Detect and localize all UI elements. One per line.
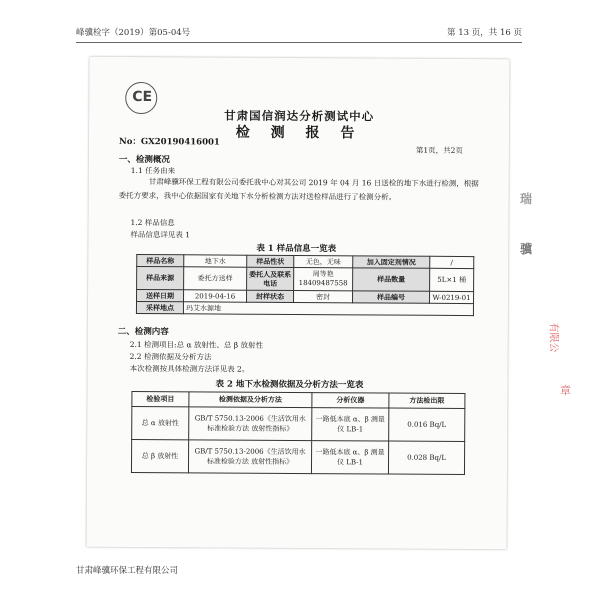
cell-value: 周等艳 18409487558 [294, 267, 353, 290]
section-1-2-text: 样品信息详见表 1 [130, 229, 191, 240]
section-1-heading: 一、检测概况 [118, 154, 170, 166]
cell-value: 2019-04-16 [184, 290, 247, 302]
cell-value: 5L×1 桶 [430, 268, 474, 291]
cell-label: 加入固定剂情况 [353, 256, 430, 268]
report-title: 检 测 报 告 [235, 124, 363, 142]
table-cell: GB/T 5750.13-2006《生活饮用水标准检验方法 放射性指标》 [189, 407, 312, 441]
header-page-number: 第 13 页，共 16 页 [447, 28, 522, 38]
cell-value: 委托方送样 [184, 267, 247, 290]
cell-label: 送样日期 [137, 290, 184, 302]
margin-seal-fragment: 瑞 [520, 192, 533, 206]
cell-value: 玛艾水源地 [183, 302, 473, 316]
cell-label: 样品编号 [353, 291, 430, 303]
cell-label: 封样状态 [247, 290, 294, 302]
cell-value: / [430, 256, 474, 268]
table-cell: 0.016 Bq/L [389, 408, 465, 441]
section-1-1-text: 甘肃峰骥环保工程有限公司委托我中心对其公司 2019 年 04 月 16 日送检的地下水进行检测，根据委托方要求，我中心依据国家有关地下水分析检测方法对送检样品进行了检测分析。 [118, 177, 479, 202]
cell-value: 无色，无味 [294, 255, 353, 267]
cell-value: W-0219-01 [430, 291, 474, 303]
header-divider [76, 42, 522, 43]
table-cell: 总 α 放射性 [132, 406, 189, 439]
table-cell: 一路低本底 α、β 测量仪 LB-1 [312, 408, 389, 441]
scanned-report-page [87, 57, 510, 550]
table-row [132, 406, 465, 441]
red-stamp-fragment: 章 [560, 384, 571, 397]
cell-label: 样品来源 [137, 267, 184, 290]
margin-seal-fragment: 骥 [520, 242, 533, 256]
table-header: 检验项目 [132, 391, 189, 406]
table-2-caption: 表 2 地下水检测依据及分析方法一览表 [215, 379, 364, 391]
section-2-1-text: 2.1 检测项目:总 α 放射性、总 β 放射性 [129, 339, 264, 350]
cell-label: 样品性状 [247, 255, 294, 267]
report-number: No：GX20190416001 [118, 136, 220, 148]
section-1-1-heading: 1.1 任务由来 [130, 165, 176, 176]
center-name: 甘肃国信润达分析测试中心 [224, 108, 375, 124]
table-header: 方法检出限 [389, 393, 465, 408]
cell-label: 委托人及联系电话 [247, 267, 294, 290]
table-header: 分析仪器 [312, 393, 389, 408]
sample-info-table [136, 254, 474, 316]
table-cell: 0.028 Bq/L [388, 441, 464, 474]
method-table [131, 391, 465, 475]
table-row [131, 439, 464, 474]
section-2-2-text: 本次检测按具体检测方法详见表 2。 [129, 363, 250, 374]
cell-label: 样品数量 [353, 268, 430, 291]
section-1-2-heading: 1.2 样品信息 [130, 217, 175, 228]
cma-logo: CE [125, 82, 157, 114]
table-header: 检测依据及分析方法 [189, 392, 312, 408]
footer-company: 甘肃峰骥环保工程有限公司 [76, 566, 179, 576]
table-1-caption: 表 1 样品信息一览表 [256, 243, 337, 255]
table-cell: 一路低本底 α、β 测量仪 LB-1 [311, 441, 388, 474]
section-2-heading: 二、检测内容 [117, 326, 169, 338]
cell-label: 采样地点 [136, 302, 183, 314]
cell-value: 密封 [294, 290, 353, 302]
cell-value: 地下水 [184, 255, 247, 267]
section-2-2-heading: 2.2 检测依据及分析方法 [129, 351, 212, 362]
table-cell: GB/T 5750.13-2006《生活饮用水标准检验方法 放射性指标》 [188, 440, 311, 474]
header-doc-code: 峰骥检字（2019）第05-04号 [76, 28, 191, 38]
red-stamp-fragment: 有限公 [547, 322, 559, 353]
cell-label: 样品名称 [137, 255, 184, 267]
report-page-info: 第1页，共2页 [415, 145, 463, 156]
table-cell: 总 β 放射性 [131, 439, 188, 472]
